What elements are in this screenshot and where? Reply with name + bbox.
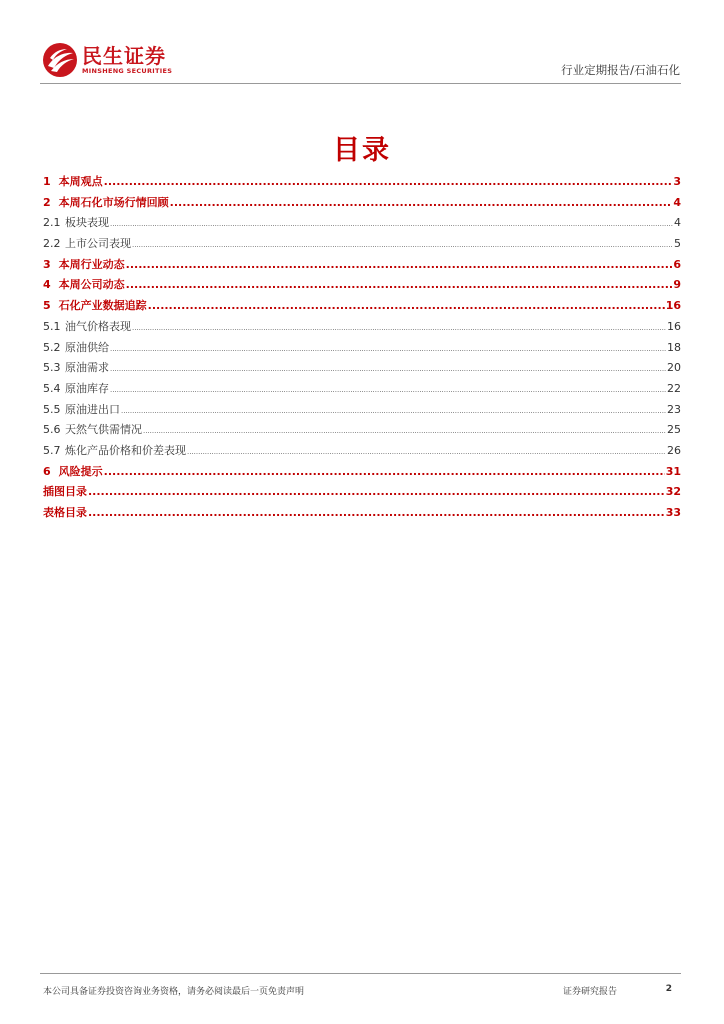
toc-entry-text: 本周石化市场行情回顾: [58, 195, 169, 209]
toc-entry-page: 26: [667, 443, 681, 457]
toc-entry-text: 原油进出口: [65, 402, 120, 416]
toc-entry-page: 4: [674, 216, 681, 230]
toc-entry[interactable]: [43, 297, 681, 318]
toc-entry[interactable]: [43, 173, 681, 194]
toc-entry[interactable]: [43, 214, 681, 235]
toc-leader-dots: [110, 220, 673, 228]
toc-entry-number: 5.6: [43, 423, 61, 437]
toc-entry-text: 原油供给: [65, 340, 109, 354]
toc-entry-label: [43, 339, 109, 355]
toc-entry[interactable]: [43, 194, 681, 215]
toc-entry-number: 2: [43, 195, 51, 209]
table-of-contents: [43, 173, 681, 525]
toc-entry[interactable]: [43, 401, 681, 422]
logo-chinese-name: 民生证券: [82, 43, 166, 68]
toc-entry-text: 上市公司表现: [65, 237, 131, 251]
toc-leader-dots: [104, 465, 665, 478]
toc-entry-label: [43, 194, 169, 210]
toc-leader-dots: [170, 196, 673, 209]
toc-entry-number: 5: [43, 299, 51, 313]
toc-entry-label: [43, 297, 147, 313]
toc-entry-text: 板块表现: [65, 216, 109, 230]
toc-entry-page: 31: [665, 464, 681, 478]
toc-entry[interactable]: [43, 463, 681, 484]
toc-leader-dots: [88, 485, 665, 498]
toc-entry-number: 5.5: [43, 402, 61, 416]
toc-entry-label: [43, 421, 142, 437]
toc-entry-text: 原油需求: [65, 361, 109, 375]
toc-entry-label: [43, 359, 109, 375]
toc-entry-text: 插图目录: [43, 485, 87, 499]
toc-entry-page: 20: [667, 361, 681, 375]
toc-entry-page: 22: [667, 381, 681, 395]
toc-entry-label: [43, 401, 120, 417]
toc-entry-text: 本周行业动态: [58, 257, 125, 271]
toc-entry-page: 32: [665, 485, 681, 499]
footer-divider: [40, 973, 681, 974]
toc-entry[interactable]: [43, 421, 681, 442]
toc-entry-label: [43, 235, 131, 251]
minsheng-logo-icon: [42, 42, 78, 78]
toc-entry-label: [43, 173, 103, 189]
toc-entry[interactable]: [43, 380, 681, 401]
toc-entry[interactable]: [43, 359, 681, 380]
page-number: 2: [665, 984, 672, 994]
toc-entry-label: [43, 504, 87, 520]
toc-entry-label: [43, 318, 131, 334]
toc-leader-dots: [104, 175, 673, 188]
toc-leader-dots: [132, 324, 666, 332]
toc-entry[interactable]: [43, 504, 681, 525]
toc-leader-dots: [110, 386, 666, 394]
toc-leader-dots: [148, 299, 665, 312]
toc-entry-text: 本周公司动态: [58, 278, 125, 292]
toc-leader-dots: [110, 345, 666, 353]
toc-entry-page: 9: [673, 278, 681, 292]
toc-entry[interactable]: [43, 339, 681, 360]
toc-entry-number: 4: [43, 278, 51, 292]
toc-entry-text: 风险提示: [58, 464, 103, 478]
toc-entry[interactable]: [43, 235, 681, 256]
toc-entry[interactable]: [43, 483, 681, 504]
page-header: [40, 40, 682, 84]
toc-entry-text: 本周观点: [58, 175, 103, 188]
toc-entry-page: 6: [673, 257, 681, 271]
toc-entry-number: 5.4: [43, 381, 61, 395]
toc-entry-text: 油气价格表现: [65, 319, 131, 333]
toc-entry-text: 表格目录: [43, 506, 87, 519]
toc-entry-label: [43, 463, 103, 479]
footer-disclaimer: 本公司具备证券投资咨询业务资格，请务必阅读最后一页免责声明: [43, 987, 305, 997]
toc-leader-dots: [110, 365, 666, 373]
toc-entry-text: 原油库存: [65, 381, 109, 395]
toc-entry-page: 4: [673, 195, 681, 209]
toc-leader-dots: [143, 427, 666, 435]
page-title: 目录: [333, 135, 391, 166]
header-divider: [40, 83, 681, 84]
toc-entry-page: 16: [665, 299, 681, 313]
toc-entry-text: 天然气供需情况: [65, 423, 142, 437]
toc-leader-dots: [126, 278, 673, 291]
toc-leader-dots: [88, 506, 665, 519]
toc-entry-number: 2.1: [43, 216, 61, 230]
toc-entry-page: 18: [667, 340, 681, 354]
toc-entry-page: 25: [667, 423, 681, 437]
toc-entry-number: 6: [43, 464, 51, 478]
toc-entry-number: 2.2: [43, 237, 61, 251]
toc-entry-number: 3: [43, 257, 51, 271]
toc-entry-page: 5: [674, 237, 681, 251]
toc-entry-label: [43, 276, 125, 292]
toc-leader-dots: [132, 241, 673, 249]
toc-entry-label: [43, 483, 87, 499]
toc-entry-page: 33: [665, 506, 681, 519]
toc-entry-number: 5.3: [43, 361, 61, 375]
toc-entry-label: [43, 256, 125, 272]
toc-entry-label: [43, 380, 109, 396]
toc-leader-dots: [187, 448, 666, 456]
toc-entry[interactable]: [43, 256, 681, 277]
toc-leader-dots: [121, 407, 666, 415]
toc-entry-number: 1: [43, 175, 51, 188]
document-category: 行业定期报告/石油石化: [561, 63, 680, 77]
toc-leader-dots: [126, 258, 673, 271]
footer-report-type: 证券研究报告: [563, 987, 618, 997]
toc-entry-text: 石化产业数据追踪: [58, 299, 147, 313]
company-logo: [42, 42, 172, 78]
toc-entry-number: 5.1: [43, 319, 61, 333]
toc-entry-label: [43, 214, 109, 230]
toc-entry-page: 23: [667, 402, 681, 416]
toc-entry-page: 16: [667, 319, 681, 333]
logo-english-name: MINSHENG SECURITIES: [82, 66, 173, 75]
toc-entry[interactable]: [43, 442, 681, 463]
toc-entry-label: [43, 442, 186, 458]
toc-entry-number: 5.2: [43, 340, 61, 354]
toc-entry[interactable]: [43, 276, 681, 297]
toc-entry-text: 炼化产品价格和价差表现: [65, 443, 186, 457]
toc-entry-page: 3: [673, 175, 681, 188]
toc-entry[interactable]: [43, 318, 681, 339]
toc-entry-number: 5.7: [43, 443, 61, 457]
